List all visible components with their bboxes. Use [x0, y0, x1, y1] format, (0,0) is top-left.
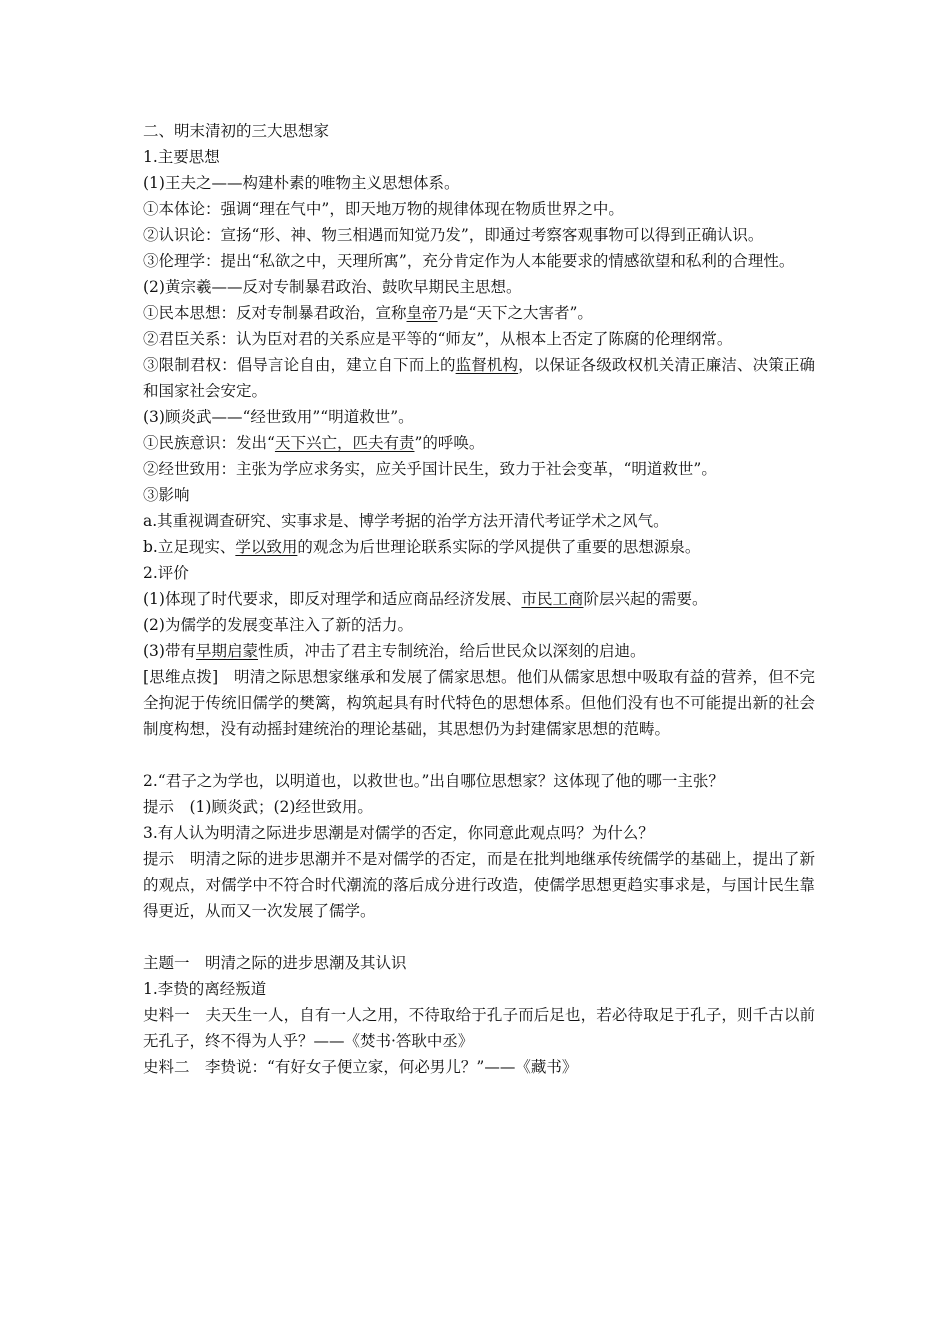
wang-ontology: ①本体论：强调“理在气中”，即天地万物的规律体现在物质世界之中。	[143, 200, 624, 218]
subsection-title: 1.主要思想	[143, 148, 220, 166]
answer-2: 提示 (1)顾炎武；(2)经世致用。	[143, 798, 373, 816]
underlined-term: 学以致用	[235, 538, 298, 556]
gu-influence: ③影响	[143, 486, 190, 504]
wang-epistemology: ②认识论：宣扬“形、神、物三相遇而知觉乃发”，即通过考察客观事物可以得到正确认识。	[143, 226, 764, 244]
huang-minben	[143, 300, 815, 326]
gu-influence-b	[143, 534, 815, 560]
underlined-term: 天下兴亡，匹夫有责	[274, 434, 415, 452]
answer-3: 提示 明清之际的进步思潮并不是对儒学的否定，而是在批判地继承传统儒学的基础上，提出了新的观点，对儒学中不符合时代潮流的落后成分进行改造，使儒学思想更趋实事求是，与国计民生靠得更近，从而又一次发展了儒学。	[143, 850, 815, 920]
text-run: (3)带有	[143, 642, 196, 660]
huang-limit-power	[143, 352, 815, 404]
text-run: ③限制君权：倡导言论自由，建立自下而上的	[143, 356, 456, 374]
eval-3	[143, 638, 815, 664]
underlined-term: 监督机构	[455, 356, 519, 374]
topic-title: 主题一 明清之际的进步思潮及其认识	[143, 954, 407, 972]
section-title: 二、明末清初的三大思想家	[143, 122, 330, 140]
text-run: 性质，冲击了君主专制统治，给后世民众以深刻的启迪。	[257, 642, 646, 660]
text-run: 阶层兴起的需要。	[583, 590, 708, 608]
text-run: 的观念为后世理论联系实际的学风提供了重要的思想源泉。	[297, 538, 701, 556]
question-2: 2.“君子之为学也，以明道也，以救世也。”出自哪位思想家？这体现了他的哪一主张？	[143, 772, 724, 790]
huang-heading: (2)黄宗羲——反对专制暴君政治、鼓吹早期民主思想。	[143, 278, 522, 296]
gu-national	[143, 430, 815, 456]
eval-2: (2)为儒学的发展变革注入了新的活力。	[143, 616, 413, 634]
eval-1	[143, 586, 815, 612]
text-run: ”的呼唤。	[414, 434, 485, 452]
thinking-tip: [思维点拨] 明清之际思想家继承和发展了儒家思想。他们从儒家思想中吸取有益的营养，但不完全拘泥于传统旧儒学的樊篱，构筑起具有时代特色的思想体系。但他们没有也不可能提出新的社会制度构想，没有动摇封建统治的理论基础，其思想仍为封建儒家思想的范畴。	[143, 668, 815, 738]
wang-heading: (1)王夫之——构建朴素的唯物主义思想体系。	[143, 174, 460, 192]
spacer	[143, 924, 815, 950]
document-page	[143, 118, 815, 1080]
text-run: b.立足现实、	[143, 538, 236, 556]
wang-ethics: ③伦理学：提出“私欲之中，天理所寓”，充分肯定作为人本能要求的情感欲望和私利的合理性。	[143, 252, 795, 270]
text-run: ①民族意识：发出“	[143, 434, 275, 452]
text-run: 乃是“天下之大害者”。	[437, 304, 593, 322]
source-2: 史料二 李贽说：“有好女子便立家，何必男儿？”——《藏书》	[143, 1058, 578, 1076]
text-run: ①民本思想：反对专制暴君政治，宣称	[143, 304, 407, 322]
gu-influence-a: a.其重视调查研究、实事求是、博学考据的治学方法开清代考证学术之风气。	[143, 512, 669, 530]
underlined-term: 皇帝	[406, 304, 438, 322]
text-run: (1)体现了时代要求，即反对理学和适应商品经济发展、	[143, 590, 522, 608]
subsection-title: 2.评价	[143, 564, 189, 582]
gu-jingshi: ②经世致用：主张为学应求务实，应关乎国计民生，致力于社会变革，“明道救世”。	[143, 460, 717, 478]
spacer	[143, 742, 815, 768]
underlined-term: 早期启蒙	[195, 642, 258, 660]
question-3: 3.有人认为明清之际进步思潮是对儒学的否定，你同意此观点吗？为什么？	[143, 824, 654, 842]
underlined-term: 市民工商	[521, 590, 584, 608]
source-1: 史料一 夫天生一人，自有一人之用，不待取给于孔子而后足也，若必待取足于孔子，则千古以前无孔子，终不得为人乎？——《焚书·答耿中丞》	[143, 1006, 815, 1050]
huang-junchen: ②君臣关系：认为臣对君的关系应是平等的“师友”，从根本上否定了陈腐的伦理纲常。	[143, 330, 733, 348]
topic-subtitle: 1.李贽的离经叛道	[143, 980, 267, 998]
gu-heading: (3)顾炎武——“经世致用”“明道救世”。	[143, 408, 414, 426]
text-run: ，以保证各级政权机关清正廉洁、决策正确和国家社会安定。	[143, 356, 815, 400]
